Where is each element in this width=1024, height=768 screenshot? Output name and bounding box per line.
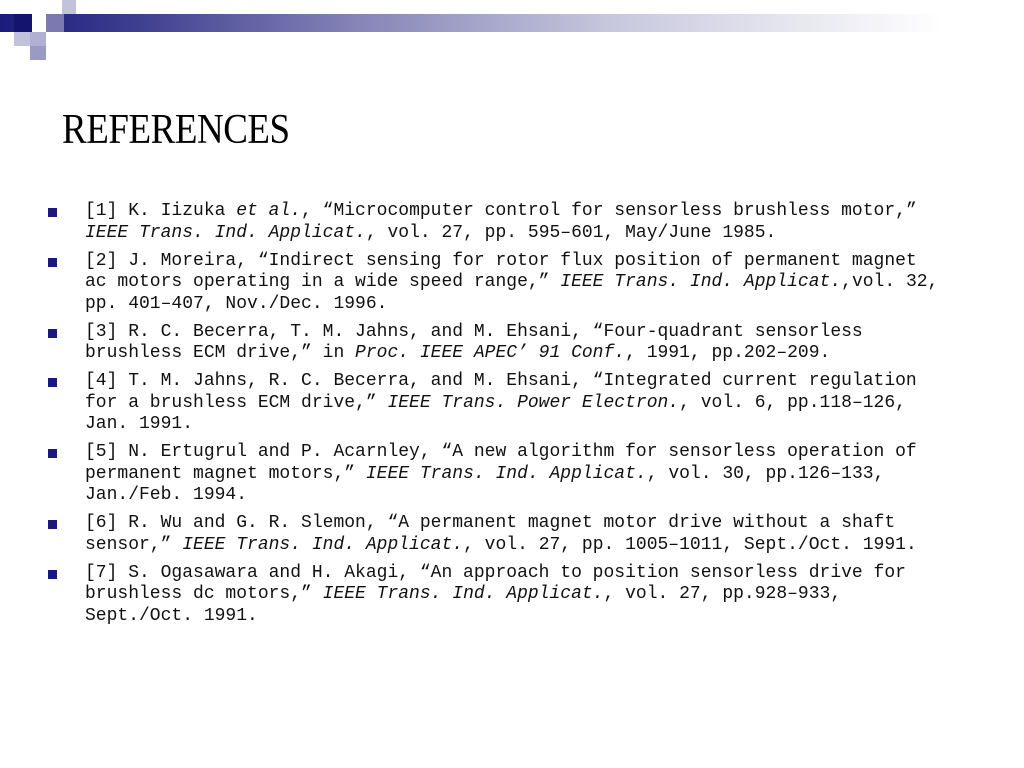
square-bullet-icon — [48, 520, 57, 529]
reference-item — [0, 201, 947, 244]
reference-text: , “Microcomputer control for sensorless brushless motor,” — [301, 201, 917, 221]
reference-text: , vol. 6, pp.118–126, Jan. 1991. — [85, 392, 906, 434]
decorative-square — [32, 14, 46, 32]
reference-item — [0, 442, 947, 507]
reference-journal: IEEE Trans. Ind. Applicat. — [560, 272, 842, 292]
header-gradient-band — [0, 14, 1024, 32]
square-bullet-icon — [48, 378, 57, 387]
reference-journal: IEEE Trans. Ind. Applicat. — [365, 463, 647, 484]
reference-text: [4] T. M. Jahns, R. C. Becerra, and M. Ehsani, “Integrated current regulation for a brushless ECM drive,” — [85, 371, 917, 413]
reference-journal: IEEE Trans. Ind. Applicat. — [182, 534, 464, 555]
decorative-square — [14, 32, 30, 46]
reference-text: [2] J. Moreira, “Indirect sensing for rotor flux position of permanent magnet ac motors operating in a wide speed range,” — [85, 250, 917, 292]
reference-text: [5] N. Ertugrul and P. Acarnley, “A new algorithm for sensorless operation of permanent magnet motors,” — [85, 442, 917, 484]
decorative-square — [30, 46, 46, 60]
reference-text: , 1991, pp.202–209. — [625, 343, 831, 363]
square-bullet-icon — [48, 208, 57, 217]
reference-text: [6] R. Wu and G. R. Slemon, “A permanent magnet motor drive without a shaft sensor,” — [85, 513, 896, 555]
decorative-square — [30, 32, 46, 46]
square-bullet-icon — [48, 258, 57, 267]
reference-item — [0, 251, 947, 316]
reference-journal: IEEE Trans. Power Electron. — [387, 392, 680, 413]
decorative-square — [46, 14, 64, 32]
square-bullet-icon — [48, 449, 57, 458]
square-bullet-icon — [48, 570, 57, 579]
decorative-square — [14, 14, 32, 32]
reference-journal: IEEE Trans. Ind. Applicat. — [85, 222, 366, 243]
reference-text: ,vol. 32, pp. 401–407, Nov./Dec. 1996. — [85, 272, 939, 314]
reference-text: [1] K. Iizuka — [85, 201, 237, 221]
reference-text: , vol. 27, pp.928–933, Sept./Oct. 1991. — [85, 584, 842, 626]
reference-text: [3] R. C. Becerra, T. M. Jahns, and M. Ehsani, “Four-quadrant sensorless brushless ECM drive,” in — [85, 321, 863, 363]
reference-text: , vol. 30, pp.126–133, Jan./Feb. 1994. — [85, 463, 885, 505]
reference-item — [0, 322, 947, 365]
reference-journal: IEEE Trans. Ind. Applicat. — [322, 584, 604, 604]
reference-list — [0, 201, 1024, 634]
decorative-square — [62, 0, 76, 14]
reference-italic-text: et al. — [236, 201, 302, 221]
reference-journal: Proc. IEEE APEC’ 91 Conf. — [355, 343, 626, 363]
reference-text: , vol. 27, pp. 1005–1011, Sept./Oct. 1991. — [463, 534, 917, 555]
reference-item — [0, 563, 947, 628]
slide-title: REFERENCES — [62, 107, 290, 153]
reference-text: [7] S. Ogasawara and H. Akagi, “An approach to position sensorless drive for brushless dc motors,” — [85, 562, 906, 604]
reference-item — [0, 371, 947, 436]
reference-text: , vol. 27, pp. 595–601, May/June 1985. — [365, 222, 777, 243]
reference-item — [0, 513, 947, 556]
square-bullet-icon — [48, 329, 57, 338]
